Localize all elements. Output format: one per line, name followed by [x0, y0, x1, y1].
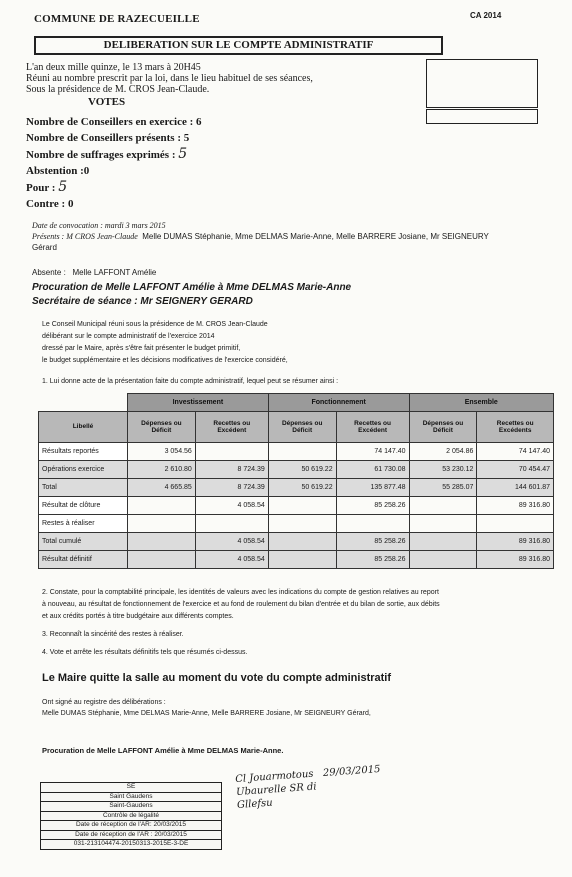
- table-cell: [128, 496, 196, 514]
- stamp-line: Saint-Gaudens: [41, 802, 221, 812]
- suffrages-value: 5: [178, 146, 188, 162]
- table-cell: [409, 514, 477, 532]
- table-cell: 2 054.86: [409, 442, 477, 460]
- row-label: Total: [39, 478, 128, 496]
- table-cell: [336, 514, 409, 532]
- vote-counts: [26, 114, 202, 212]
- abstention: Abstention :0: [26, 165, 90, 177]
- suffrages-exprimes: Nombre de suffrages exprimés : 5: [26, 146, 188, 162]
- compte-administratif-table: [38, 393, 554, 569]
- procuration-footer: Procuration de Melle LAFFONT Amélie à Mme DELMAS Marie-Anne.: [42, 746, 284, 755]
- table-cell: 2 610.80: [128, 460, 196, 478]
- conseillers-exercice: Nombre de Conseillers en exercice : 6: [26, 116, 202, 128]
- stamp-line: SE: [41, 783, 221, 793]
- table-cell: 4 665.85: [128, 478, 196, 496]
- points-block: [42, 587, 542, 665]
- presents-label: Présents : M CROS Jean-Claude: [32, 232, 138, 241]
- table-cell: 8 724.39: [195, 478, 268, 496]
- point-2-line: 2. Constate, pour la comptabilité principale, les identités de valeurs avec les indications du compte de gestion relatives au report: [42, 589, 439, 596]
- document-code: CA 2014: [470, 11, 502, 20]
- convocation-block: [32, 220, 552, 253]
- conseillers-presents: Nombre de Conseillers présents : 5: [26, 132, 190, 144]
- column-header: Recettes ou Excédent: [336, 411, 409, 442]
- signed-label: Ont signé au registre des délibérations :: [42, 699, 166, 706]
- stamp-box-small: [426, 109, 538, 124]
- stamp-line: 031-213104474-20150313-2015E-3-DE: [73, 840, 189, 847]
- votes-heading: VOTES: [88, 96, 126, 108]
- table-cell: 61 730.08: [336, 460, 409, 478]
- table-cell: [268, 442, 336, 460]
- table-cell: 55 285.07: [409, 478, 477, 496]
- row-label: Opérations exercice: [39, 460, 128, 478]
- page-title: DELIBERATION SUR LE COMPTE ADMINISTRATIF: [34, 36, 443, 55]
- handwritten-signatures: [235, 763, 383, 812]
- group-header: Fonctionnement: [268, 394, 409, 412]
- maire-quitte-heading: Le Maire quitte la salle au moment du vote du compte administratif: [42, 672, 392, 684]
- point-1: 1. Lui donne acte de la présentation faite du compte administratif, lequel peut se résumer ainsi :: [42, 378, 339, 385]
- table-cell: [128, 532, 196, 550]
- signature-line: Cl Jouarmotous: [234, 768, 314, 786]
- table-cell: 8 724.39: [195, 460, 268, 478]
- table-cell: 50 619.22: [268, 478, 336, 496]
- group-header: Ensemble: [409, 394, 553, 412]
- body-line: le budget supplémentaire et les décisions modificatives de l'exercice considéré,: [42, 357, 288, 364]
- deliberation-body: [42, 319, 522, 367]
- absents-name: Melle LAFFONT Amélie: [72, 268, 157, 277]
- presents-continued: Gérard: [32, 243, 57, 252]
- table-cell: 74 147.40: [336, 442, 409, 460]
- intro-block: [26, 62, 426, 95]
- table-cell: [128, 514, 196, 532]
- absents-label: Absente :: [32, 268, 66, 277]
- commune-name: COMMUNE DE RAZECUEILLE: [34, 13, 200, 25]
- signature-line: Ubaurelle SR di: [235, 781, 317, 799]
- prefecture-stamp: [40, 782, 222, 850]
- intro-line: L'an deux mille quinze, le 13 mars à 20H45: [26, 62, 201, 73]
- table-row: [39, 514, 554, 532]
- table-cell: [409, 496, 477, 514]
- libelle-header: Libellé: [39, 411, 128, 442]
- table-row: [39, 532, 554, 550]
- column-header: Recettes ou Excédent: [195, 411, 268, 442]
- point-2-line: et aux crédits portés à titre budgétaire aux différents comptes.: [42, 613, 234, 620]
- point-3: 3. Reconnaît la sincérité des restes à réaliser.: [42, 631, 184, 638]
- table-cell: 50 619.22: [268, 460, 336, 478]
- table-cell: 70 454.47: [477, 460, 554, 478]
- stamp-box: [426, 59, 538, 108]
- table-cell: 53 230.12: [409, 460, 477, 478]
- table-cell: 135 877.48: [336, 478, 409, 496]
- table-cell: 85 258.26: [336, 532, 409, 550]
- intro-line: Sous la présidence de M. CROS Jean-Claude.: [26, 84, 210, 95]
- absents-line: [32, 268, 156, 277]
- table-cell: 89 316.80: [477, 550, 554, 568]
- table-cell: [477, 514, 554, 532]
- body-line: délibérant sur le compte administratif de l'exercice 2014: [42, 333, 215, 340]
- row-label: Résultat de clôture: [39, 496, 128, 514]
- table-cell: 144 601.87: [477, 478, 554, 496]
- convocation-date: Date de convocation : mardi 3 mars 2015: [32, 221, 166, 230]
- row-label: Restes à réaliser: [39, 514, 128, 532]
- row-label: Total cumulé: [39, 532, 128, 550]
- table-cell: [128, 550, 196, 568]
- group-header: Investissement: [128, 394, 269, 412]
- table-cell: [195, 442, 268, 460]
- table-cell: [409, 550, 477, 568]
- table-cell: 4 058.54: [195, 532, 268, 550]
- stamp-line: Saint Gaudens: [41, 793, 221, 803]
- point-4: 4. Vote et arrête les résultats définitifs tels que résumés ci-dessus.: [42, 649, 248, 656]
- table-row: [39, 478, 554, 496]
- table-cell: [268, 514, 336, 532]
- signature-date: 29/03/2015: [322, 763, 381, 779]
- table-cell: 85 258.26: [336, 550, 409, 568]
- table-cell: 89 316.80: [477, 496, 554, 514]
- stamp-line: Date de réception de l'AR: 20/03/2015: [41, 821, 221, 831]
- table-cell: [409, 532, 477, 550]
- stamp-line: Date de réception de l'AR : 20/03/2015: [41, 831, 221, 841]
- body-line: Le Conseil Municipal réuni sous la présidence de M. CROS Jean-Claude: [42, 321, 268, 328]
- row-label: Résultats reportés: [39, 442, 128, 460]
- pour-value: 5: [58, 179, 68, 195]
- table-row: [39, 442, 554, 460]
- procuration: Procuration de Melle LAFFONT Amélie à Mme DELMAS Marie-Anne: [32, 282, 352, 293]
- column-header: Dépenses ou Déficit: [409, 411, 477, 442]
- table-cell: [195, 514, 268, 532]
- stamp-line: Contrôle de légalité: [41, 812, 221, 822]
- column-header: Recettes ou Excédents: [477, 411, 554, 442]
- table-cell: [268, 496, 336, 514]
- presents-list: Melle DUMAS Stéphanie, Mme DELMAS Marie-Anne, Melle BARRERE Josiane, Mr SEIGNEURY: [142, 232, 489, 241]
- table-cell: [268, 550, 336, 568]
- table-cell: [268, 532, 336, 550]
- table-cell: 85 258.26: [336, 496, 409, 514]
- table-cell: 89 316.80: [477, 532, 554, 550]
- pour: Pour : 5: [26, 179, 68, 195]
- procuration-block: [32, 281, 351, 309]
- intro-line: Réuni au nombre prescrit par la loi, dans le lieu habituel de ses séances,: [26, 73, 313, 84]
- table-cell: 3 054.56: [128, 442, 196, 460]
- contre: Contre : 0: [26, 198, 74, 210]
- table-row: [39, 496, 554, 514]
- signed-names: Melle DUMAS Stéphanie, Mme DELMAS Marie-Anne, Melle BARRERE Josiane, Mr SEIGNEURY Gérard,: [42, 710, 371, 717]
- body-line: dressé par le Maire, après s'être fait présenter le budget primitif,: [42, 345, 241, 352]
- table-cell: 4 058.54: [195, 496, 268, 514]
- column-header: Dépenses ou Déficit: [268, 411, 336, 442]
- table-cell: 74 147.40: [477, 442, 554, 460]
- signatures-block: [42, 697, 371, 719]
- table-row: [39, 460, 554, 478]
- table-cell: 4 058.54: [195, 550, 268, 568]
- column-header: Dépenses ou Déficit: [128, 411, 196, 442]
- table-row: [39, 550, 554, 568]
- row-label: Résultat définitif: [39, 550, 128, 568]
- secretaire: Secrétaire de séance : Mr SEIGNERY GERARD: [32, 296, 253, 307]
- signature-line: Gllefsu: [236, 797, 273, 812]
- point-2-line: à nouveau, au résultat de fonctionnement de l'exercice et au fond de roulement du bilan d'entrée et du bilan de sortie, aux débits: [42, 601, 440, 608]
